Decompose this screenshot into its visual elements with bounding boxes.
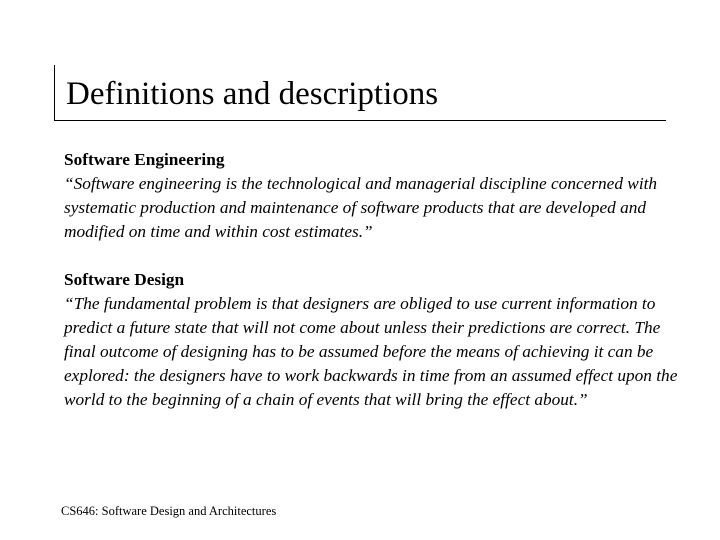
section-quote: “Software engineering is the technological and managerial discipline concerned with systematic production and maintenance of software products that are developed and modified on time and within cost estimates.” <box>64 174 658 241</box>
slide-content <box>64 148 684 436</box>
section-quote: “The fundamental problem is that designers are obliged to use current information to predict a future state that will not come about unless their predictions are correct. The final outcome of designing has to be assumed before the means of achieving it can be explored: the designers have to work backwards in time from an assumed effect upon the world to the beginning of a chain of events that will bring the effect about.” <box>64 294 678 409</box>
title-divider-vertical <box>54 65 55 121</box>
section-heading: Software Engineering <box>64 150 225 169</box>
section-software-design <box>64 268 684 412</box>
slide-footer: CS646: Software Design and Architectures <box>61 504 277 518</box>
section-heading: Software Design <box>64 270 185 289</box>
title-divider-horizontal <box>54 120 666 121</box>
slide-title: Definitions and descriptions <box>66 76 439 112</box>
section-software-engineering <box>64 148 684 244</box>
